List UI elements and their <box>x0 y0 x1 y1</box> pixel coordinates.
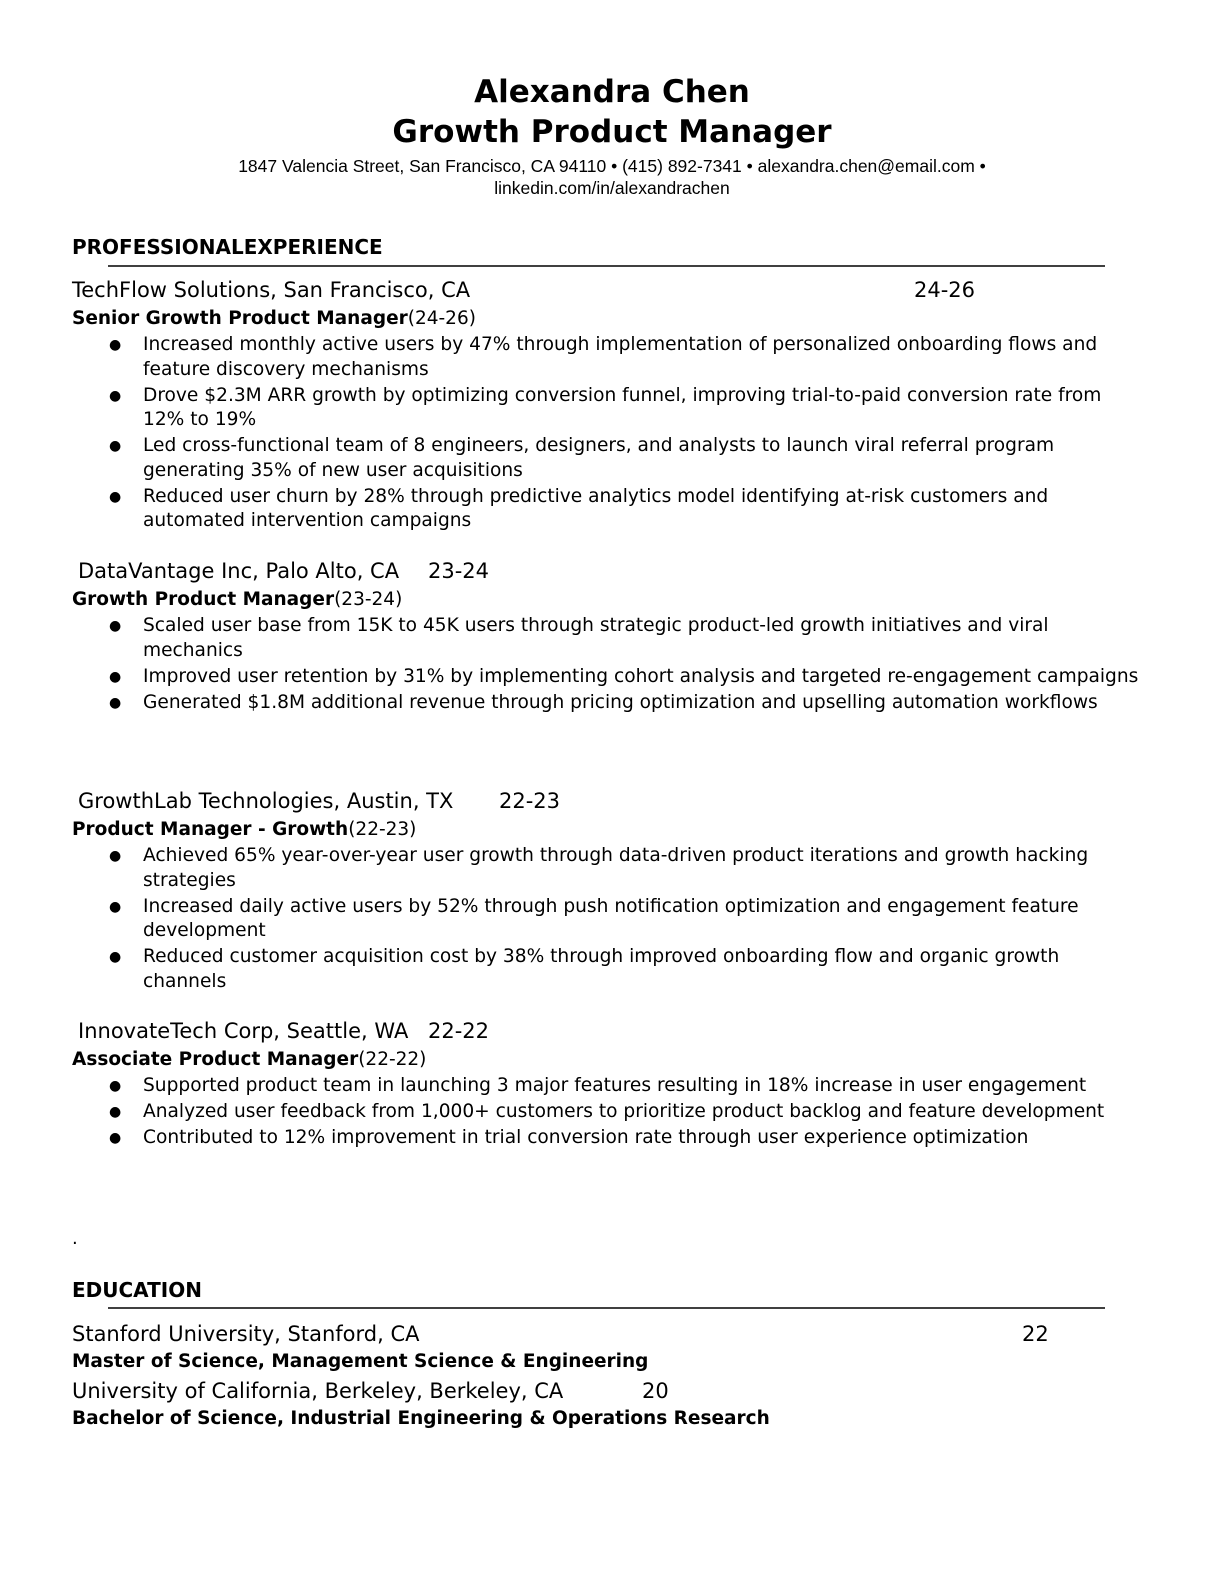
job-bullets <box>100 333 1140 535</box>
candidate-title: Growth Product Manager <box>392 114 832 150</box>
list-item: ● Generated $1.8M additional revenue through pricing optimization and upselling automation workflows <box>100 691 1140 716</box>
list-item: ● Led cross-functional team of 8 engineers, designers, and analysts to launch viral referral program generating 35% of new user acquisitions <box>109 435 1055 481</box>
job-role-title: Associate Product Manager <box>72 1049 359 1070</box>
bullet-icon: ● <box>109 488 122 505</box>
list-item: ● Supported product team in launching 3 major features resulting in 18% increase in user engagement <box>100 1074 1140 1099</box>
list-item: ● Contributed to 12% improvement in trial conversion rate through user experience optimization <box>100 1126 1140 1151</box>
section-heading-education: EDUCATION <box>72 1278 202 1302</box>
bullet-icon: ● <box>109 668 122 685</box>
bullet-icon: ● <box>109 438 122 454</box>
list-item: ● Increased daily active users by 52% through push notification optimization and engagement feature development <box>109 895 1079 941</box>
bullet-icon: ● <box>109 694 122 711</box>
job-role <box>72 588 402 612</box>
bullet-icon: ● <box>109 387 122 404</box>
bullet-icon: ● <box>109 1130 122 1146</box>
job-role-title: Product Manager - Growth <box>72 819 349 840</box>
education-degree: Bachelor of Science, Industrial Engineering & Operations Research <box>72 1408 770 1429</box>
section-divider-experience <box>108 265 1105 267</box>
job-bullets <box>100 844 1140 996</box>
job-bullets <box>100 614 1140 717</box>
job-company: DataVantage Inc, Palo Alto, CA <box>78 559 400 583</box>
list-item: ● Drove $2.3M ARR growth by optimizing conversion funnel, improving trial-to-paid conversion rate from 12% to 19% <box>109 384 1102 430</box>
bullet-icon: ● <box>109 618 122 634</box>
job-role-dates: (24-26) <box>407 308 476 329</box>
job-dates: 24-26 <box>914 278 976 302</box>
bullet-icon: ● <box>109 898 122 915</box>
list-item: ● Improved user retention by 31% by implementing cohort analysis and targeted re-engagement campaigns <box>100 665 1140 690</box>
stray-period: . <box>72 1228 78 1249</box>
section-divider-education <box>108 1307 1105 1309</box>
list-item: ● Analyzed user feedback from 1,000+ customers to prioritize product backlog and feature development <box>100 1100 1140 1125</box>
education-year: 22 <box>1022 1322 1049 1346</box>
job-bullets <box>100 1074 1140 1152</box>
list-item: ● Achieved 65% year-over-year user growth through data-driven product iterations and growth hacking strategies <box>109 845 1089 891</box>
list-item: ● Reduced user churn by 28% through predictive analytics model identifying at-risk customers and automated intervention campaigns <box>109 485 1049 531</box>
bullet-icon: ● <box>109 1104 122 1120</box>
bullet-icon: ● <box>109 949 122 965</box>
bullet-icon: ● <box>109 337 122 353</box>
bullet-icon: ● <box>109 1078 122 1094</box>
contact-info-line-1: 1847 Valencia Street, San Francisco, CA 94110 • (415) 892-7341 • alexandra.chen@email.com • <box>238 156 986 176</box>
job-role <box>72 818 416 842</box>
job-dates: 22-23 <box>499 789 561 813</box>
list-item: ● Increased monthly active users by 47% through implementation of personalized onboarding flows and feature discovery mechanisms <box>109 334 1098 380</box>
job-role-title: Senior Growth Product Manager <box>72 308 408 329</box>
contact-info-line-2: linkedin.com/in/alexandrachen <box>494 178 730 198</box>
job-role <box>72 1048 426 1072</box>
job-role-title: Growth Product Manager <box>72 589 335 610</box>
education-degree: Master of Science, Management Science & Engineering <box>72 1351 649 1372</box>
job-company: InnovateTech Corp, Seattle, WA <box>78 1019 409 1043</box>
job-dates: 23-24 <box>428 559 490 583</box>
bullet-icon: ● <box>109 848 122 864</box>
education-year: 20 <box>642 1379 669 1403</box>
list-item: ● Scaled user base from 15K to 45K users through strategic product-led growth initiatives and viral mechanics <box>109 615 1049 661</box>
list-item: ● Reduced customer acquisition cost by 38% through improved onboarding flow and organic growth channels <box>109 946 1060 992</box>
education-school: Stanford University, Stanford, CA <box>72 1322 420 1346</box>
job-role-dates: (22-23) <box>348 819 417 840</box>
job-dates: 22-22 <box>428 1019 490 1043</box>
education-school: University of California, Berkeley, Berkeley, CA <box>72 1379 564 1403</box>
job-company: TechFlow Solutions, San Francisco, CA <box>72 278 471 302</box>
job-company: GrowthLab Technologies, Austin, TX <box>78 789 454 813</box>
section-heading-experience: PROFESSIONALEXPERIENCE <box>72 235 383 259</box>
job-role <box>72 307 476 331</box>
candidate-name: Alexandra Chen <box>474 74 750 110</box>
job-role-dates: (22-22) <box>358 1049 427 1070</box>
job-role-dates: (23-24) <box>334 589 403 610</box>
